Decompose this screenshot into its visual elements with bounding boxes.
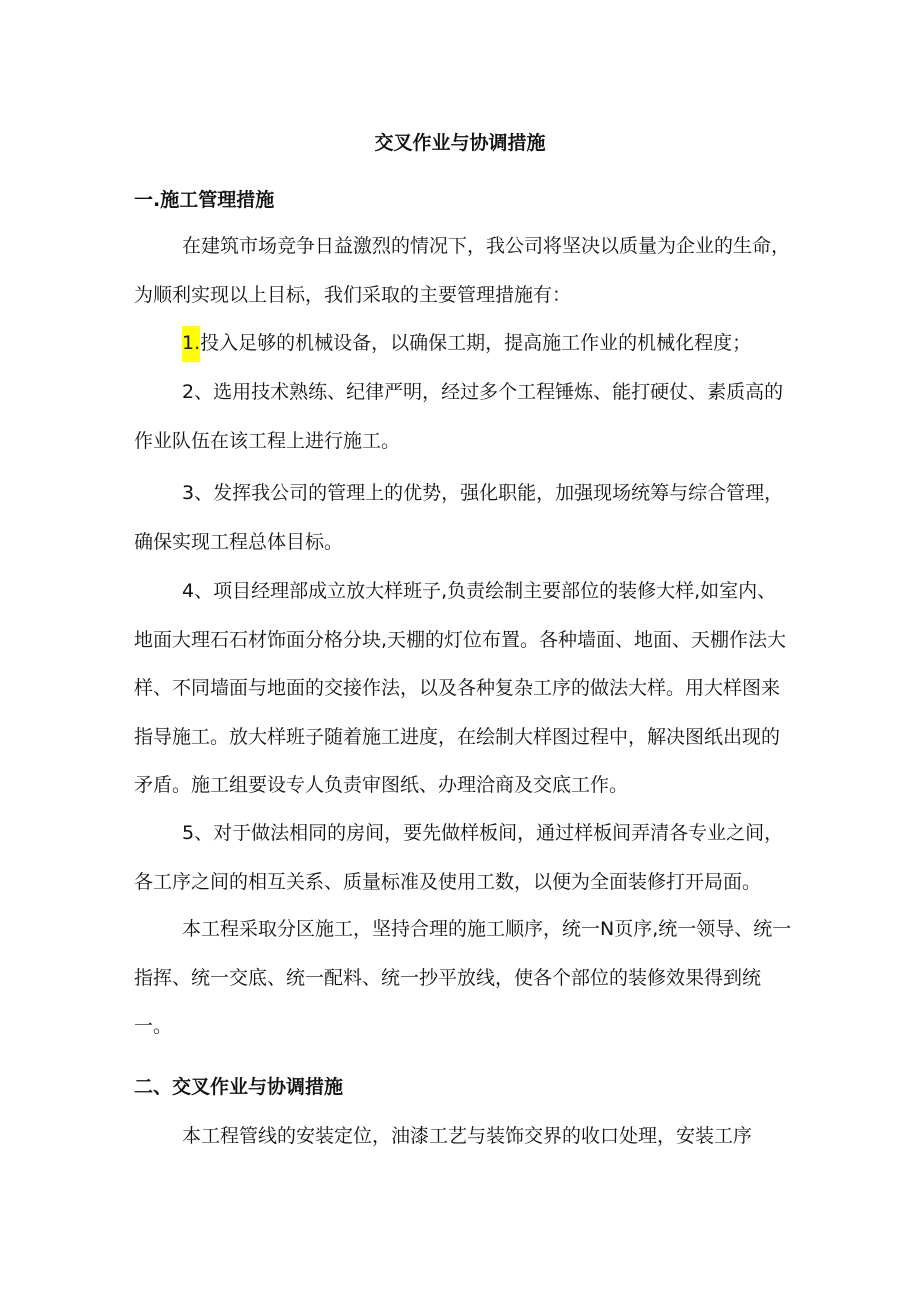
highlighted-item-number: 1. [182,326,200,362]
measure-item-3: 3、发挥我公司的管理上的优势，强化职能，加强现场统筹与综合管理，确保实现工程总体目标。 [134,482,784,553]
section-2-intro: 本工程管线的安装定位，油漆工艺与装饰交界的收口处理，安装工序 [182,1125,753,1147]
section-1-intro: 在建筑市场竞争日益激烈的情况下，我公司将坚决以质量为企业的生命，为顺利实现以上目标，我们采取的主要管理措施有： [134,235,791,306]
measure-item-4: 4、项目经理部成立放大样班子,负责绘制主要部位的装修大样,如室内、地面大理石石材饰面分格分块,天棚的灯位布置。各种墙面、地面、天棚作法大样、不同墙面与地面的交接作法，以及各种复杂工序的做法大样。用大样图来指导施工。放大样班子随着施工进度，在绘制大样图过程中，解决图纸出现的矛盾。施工组要设专人负责审图纸、办理洽商及交底工作。 [134,580,787,796]
document-title: 交叉作业与协调措施 [374,132,546,154]
measure-item-5: 5、对于做法相同的房间，要先做样板间，通过样板间弄清各专业之间，各工序之间的相互关系、质量标准及使用工数，以便为全面装修打开局面。 [134,822,784,893]
section-2-heading: 二、交叉作业与协调措施 [134,1076,344,1098]
measure-item-1-text: 投入足够的机械设备，以确保工期，提高施工作业的机械化程度； [200,332,752,354]
section-1-heading: 一.施工管理措施 [134,189,275,211]
measure-item-2: 2、选用技术熟练、纪律严明，经过多个工程锤炼、能打硬仗、素质高的作业队伍在该工程上进行施工。 [134,381,784,452]
section-1-closing: 本工程采取分区施工，坚持合理的施工顺序，统一N页序,统一领导、统一指挥、统一交底、统一配料、统一抄平放线，使各个部位的装修效果得到统一。 [134,918,792,1037]
measure-item-1 [134,319,794,368]
